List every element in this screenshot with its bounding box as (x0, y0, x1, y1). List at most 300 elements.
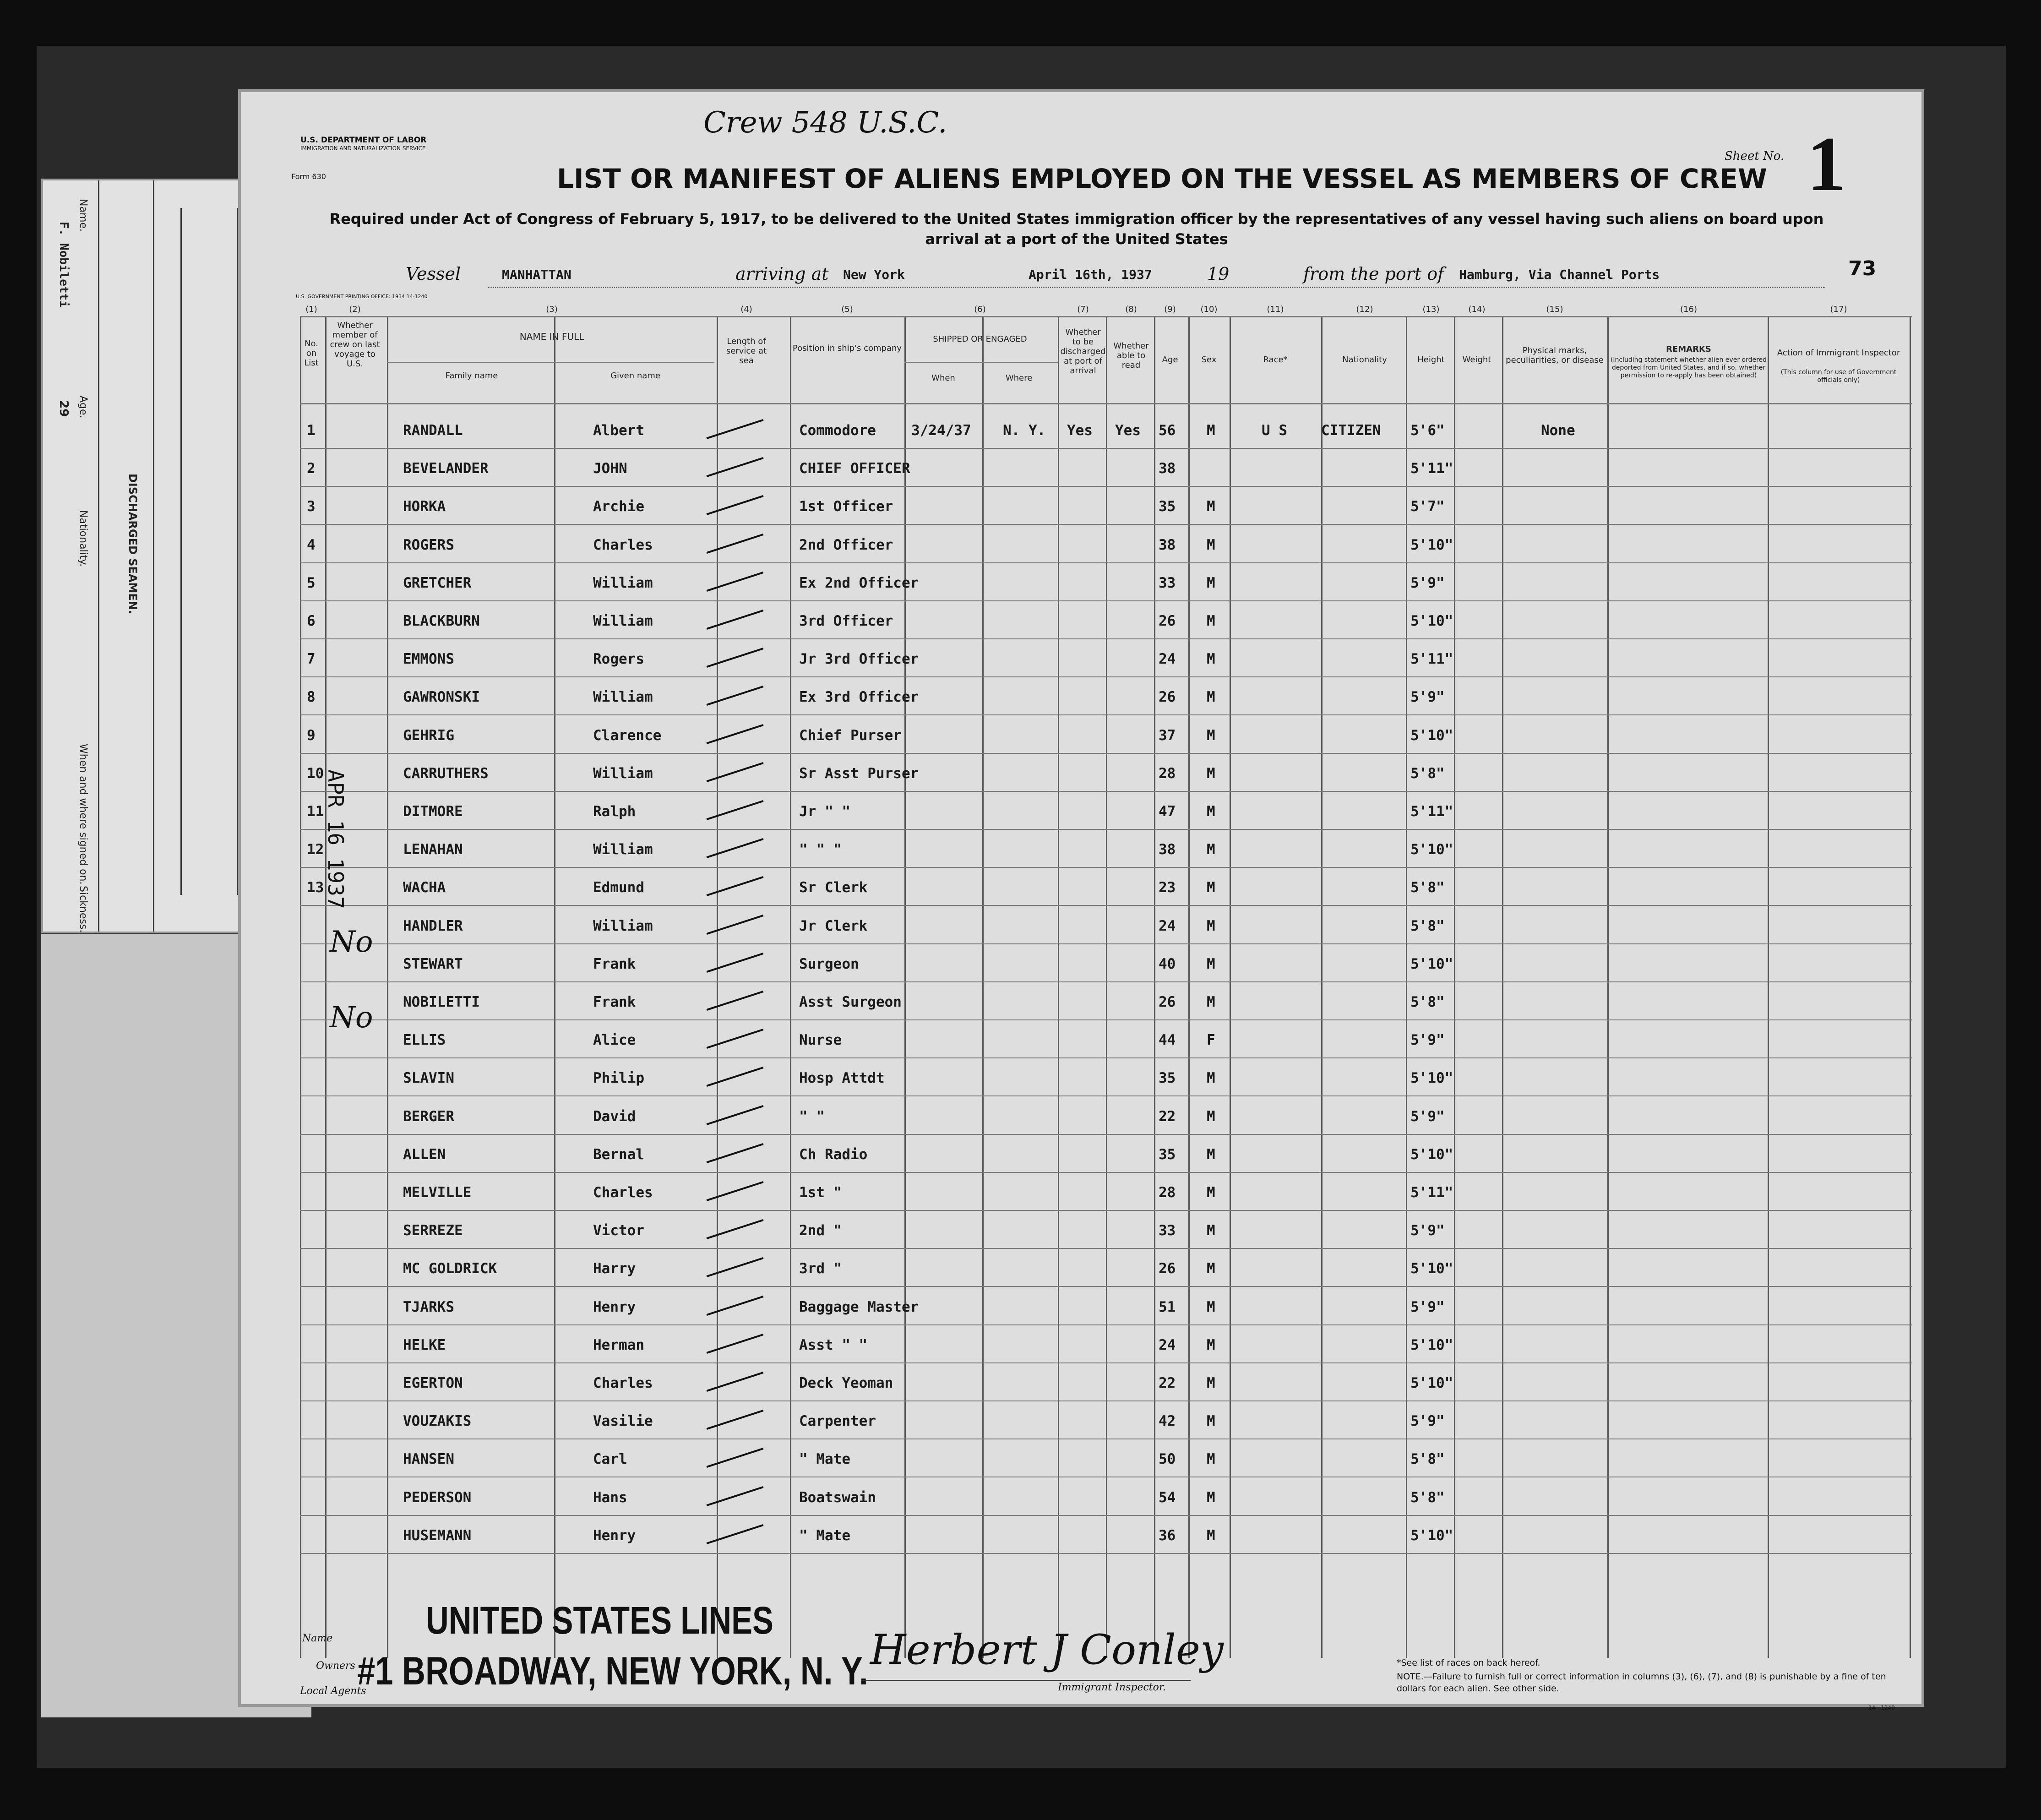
sex: M (1207, 689, 1215, 705)
age: 23 (1159, 879, 1176, 896)
name-label: Name (302, 1633, 333, 1644)
given-name: Henry (593, 1527, 636, 1544)
age: 35 (1159, 1070, 1176, 1086)
given-name: Bernal (593, 1146, 644, 1163)
position: Sr Clerk (799, 879, 868, 896)
col14-num: (14) (1468, 305, 1486, 314)
sex: M (1207, 651, 1215, 667)
col3-num: (3) (546, 305, 558, 314)
given-name: Ralph (593, 803, 636, 820)
nationality: CITIZEN (1321, 422, 1381, 439)
family-name: HUSEMANN (403, 1527, 472, 1544)
card-rule (98, 180, 99, 932)
col12-label: Nationality (1342, 355, 1387, 365)
arriving-port: New York (843, 267, 905, 282)
given-name: William (593, 841, 653, 858)
age: 38 (1159, 841, 1176, 858)
given-name: Victor (593, 1222, 644, 1239)
family-name: DITMORE (403, 803, 463, 820)
row-rule (300, 1553, 1912, 1554)
position: Sr Asst Purser (799, 765, 919, 782)
sex: M (1207, 1184, 1215, 1201)
col15-num: (15) (1546, 305, 1563, 314)
row-rule (300, 676, 1912, 677)
agents-label: Local Agents (300, 1685, 366, 1697)
year-label: 19 (1207, 264, 1230, 284)
height: 5'9" (1410, 1108, 1445, 1125)
given-name: David (593, 1108, 636, 1125)
age: 22 (1159, 1108, 1176, 1125)
manifest-subtitle: Required under Act of Congress of February 5, 1917, to be delivered to the United States immigration officer by the representatives of any vessel having such aliens on board upon arrival at a port of the United States (329, 210, 1824, 248)
from-port-label: from the port of (1303, 264, 1444, 284)
height: 5'9" (1410, 575, 1445, 591)
card-title: DISCHARGED SEAMEN. (126, 474, 139, 614)
position: Commodore (799, 422, 876, 439)
family-name: WACHA (403, 879, 446, 896)
age: 26 (1159, 1260, 1176, 1277)
height: 5'9" (1410, 689, 1445, 705)
family-name: GAWRONSKI (403, 689, 480, 705)
manifest-title: LIST OR MANIFEST OF ALIENS EMPLOYED ON THE VESSEL AS MEMBERS OF CREW (557, 163, 1767, 194)
col4-label: Length of service at sea (726, 337, 767, 365)
height: 5'10" (1410, 1375, 1453, 1391)
sex: M (1207, 727, 1215, 744)
row-number: 1 (307, 422, 316, 439)
height: 5'10" (1410, 1146, 1453, 1163)
age: 56 (1159, 422, 1176, 439)
age: 26 (1159, 613, 1176, 629)
position: Ex 3rd Officer (799, 689, 919, 705)
col13-num: (13) (1422, 305, 1440, 314)
sheet-label: Sheet No. (1725, 149, 1785, 163)
position: 2nd " (799, 1222, 842, 1239)
agent-stamp-line1: UNITED STATES LINES (426, 1599, 773, 1642)
sex: M (1207, 1222, 1215, 1239)
sex: M (1207, 1070, 1215, 1086)
column-rule (1058, 316, 1059, 1658)
col2-label: Whether member of crew on last voyage to U.S. (330, 321, 380, 369)
age: 33 (1159, 575, 1176, 591)
row-rule (300, 1095, 1912, 1096)
position: 3rd " (799, 1260, 842, 1277)
col5-num: (5) (841, 305, 853, 314)
shipped-where: N. Y. (1003, 422, 1046, 439)
col8-label: Whether able to read (1113, 341, 1149, 370)
row-rule (300, 524, 1912, 525)
date-stamp: APR 16 1937 (323, 769, 348, 909)
family-name: EGERTON (403, 1375, 463, 1391)
col1-label: No. on List (304, 339, 319, 368)
column-rule (1768, 316, 1769, 1658)
given-name: Frank (593, 956, 636, 972)
given-name: Hans (593, 1489, 627, 1506)
column-rule (1230, 316, 1231, 1658)
row-rule (300, 1134, 1912, 1135)
given-name: Edmund (593, 879, 644, 896)
sex: M (1207, 879, 1215, 896)
physical-marks: None (1541, 422, 1575, 439)
header-rule (300, 316, 1912, 317)
vessel-name: MANHATTAN (502, 267, 571, 282)
column-rule (1321, 316, 1323, 1658)
family-name: GEHRIG (403, 727, 454, 744)
height: 5'6" (1410, 422, 1445, 439)
given-name: Charles (593, 1184, 653, 1201)
family-name: SLAVIN (403, 1070, 454, 1086)
given-name: William (593, 918, 653, 934)
age: 51 (1159, 1299, 1176, 1315)
position: 2nd Officer (799, 537, 893, 553)
col6-when: When (931, 373, 955, 383)
col3-label: NAME IN FULL (519, 331, 584, 342)
family-name: PEDERSON (403, 1489, 472, 1506)
race: U S (1262, 422, 1287, 439)
sex: M (1207, 1375, 1215, 1391)
family-name: MC GOLDRICK (403, 1260, 497, 1277)
position: Hosp Attdt (799, 1070, 885, 1086)
card-name-value: F. Nobiletti (57, 222, 71, 308)
column-rule (1406, 316, 1407, 1658)
row-number: 11 (307, 803, 324, 820)
col16-label: REMARKS (1666, 344, 1711, 354)
row-rule (300, 486, 1912, 487)
given-name: Harry (593, 1260, 636, 1277)
age: 54 (1159, 1489, 1176, 1506)
height: 5'8" (1410, 765, 1445, 782)
given-name: Frank (593, 994, 636, 1010)
able-to-read: Yes (1115, 422, 1141, 439)
height: 5'11" (1410, 460, 1453, 477)
card-sickness-label: Sickness. (77, 886, 89, 933)
col14-label: Weight (1462, 355, 1491, 365)
family-name: RANDALL (403, 422, 463, 439)
column-rule (325, 316, 327, 1658)
position: Carpenter (799, 1413, 876, 1429)
col17-num: (17) (1830, 305, 1847, 314)
given-name: Charles (593, 1375, 653, 1391)
col10-label: Sex (1201, 355, 1217, 365)
col16-num: (16) (1680, 305, 1697, 314)
row-rule (300, 867, 1912, 868)
height: 5'10" (1410, 956, 1453, 972)
column-rule (790, 316, 791, 1658)
height: 5'10" (1410, 613, 1453, 629)
height: 5'11" (1410, 803, 1453, 820)
sex: M (1207, 575, 1215, 591)
family-name: LENAHAN (403, 841, 463, 858)
height: 5'10" (1410, 1260, 1453, 1277)
sex: M (1207, 765, 1215, 782)
col3-family: Family name (445, 371, 498, 381)
position: Baggage Master (799, 1299, 919, 1315)
position: Jr Clerk (799, 918, 868, 934)
row-rule (300, 1515, 1912, 1516)
height: 5'7" (1410, 498, 1445, 515)
height: 5'10" (1410, 841, 1453, 858)
page-number: 73 (1848, 257, 1877, 280)
age: 35 (1159, 1146, 1176, 1163)
given-name: Archie (593, 498, 644, 515)
row-number: 12 (307, 841, 324, 858)
age: 35 (1159, 498, 1176, 515)
sex: M (1207, 841, 1215, 858)
given-name: Carl (593, 1451, 627, 1467)
col7-label: Whether to be discharged at port of arrival (1060, 327, 1106, 376)
given-name: Herman (593, 1337, 644, 1353)
family-name: GRETCHER (403, 575, 472, 591)
card-rule (153, 180, 154, 932)
height: 5'11" (1410, 651, 1453, 667)
given-name: Rogers (593, 651, 644, 667)
family-name: ELLIS (403, 1032, 446, 1048)
age: 28 (1159, 765, 1176, 782)
column-rule (1502, 316, 1503, 1658)
age: 50 (1159, 1451, 1176, 1467)
footnote-penalty: NOTE.—Failure to furnish full or correct information in columns (3), (6), (7), and (8) is punishable by a fine of ten dollars for each alien. See other side. (1397, 1672, 1886, 1694)
row-number: 13 (307, 879, 324, 896)
height: 5'9" (1410, 1032, 1445, 1048)
position: Nurse (799, 1032, 842, 1048)
given-name: William (593, 689, 653, 705)
height: 5'10" (1410, 1527, 1453, 1544)
position: Ch Radio (799, 1146, 868, 1163)
row-number: 2 (307, 460, 316, 477)
sex: M (1207, 803, 1215, 820)
row-number: 7 (307, 651, 316, 667)
age: 33 (1159, 1222, 1176, 1239)
position: Chief Purser (799, 727, 902, 744)
family-name: HORKA (403, 498, 446, 515)
row-rule (300, 1286, 1912, 1287)
sex: M (1207, 1451, 1215, 1467)
age: 40 (1159, 956, 1176, 972)
family-name: NOBILETTI (403, 994, 480, 1010)
position: CHIEF OFFICER (799, 460, 910, 477)
col8-num: (8) (1125, 305, 1137, 314)
row-number: 8 (307, 689, 316, 705)
inspector-label: Immigrant Inspector. (1058, 1682, 1166, 1693)
height: 5'8" (1410, 879, 1445, 896)
row-rule (300, 1057, 1912, 1058)
col9-label: Age (1162, 355, 1178, 365)
row-rule (300, 1248, 1912, 1249)
card-name-label: Name. (77, 199, 89, 232)
sex: M (1207, 1260, 1215, 1277)
col5-label: Position in ship's company (792, 343, 902, 353)
family-name: ALLEN (403, 1146, 446, 1163)
given-name: William (593, 575, 653, 591)
position: " Mate (799, 1451, 850, 1467)
col17-label: Action of Immigrant Inspector (1777, 348, 1900, 358)
height: 5'8" (1410, 994, 1445, 1010)
height: 5'10" (1410, 1070, 1453, 1086)
agent-stamp-line2: #1 BROADWAY, NEW YORK, N. Y. (357, 1649, 868, 1693)
crew-note: Crew 548 U.S.C. (703, 106, 947, 140)
family-name: TJARKS (403, 1299, 454, 1315)
row-rule (300, 600, 1912, 601)
family-name: STEWART (403, 956, 463, 972)
column-rule (1607, 316, 1609, 1658)
family-name: HELKE (403, 1337, 446, 1353)
given-name: Charles (593, 537, 653, 553)
sex: M (1207, 1299, 1215, 1315)
position: Deck Yeoman (799, 1375, 893, 1391)
margin-note-no: No (330, 925, 373, 959)
vessel-label: Vessel (406, 264, 461, 284)
given-name: William (593, 613, 653, 629)
position: " Mate (799, 1527, 850, 1544)
card-age-label: Age. (77, 396, 89, 419)
col3-given: Given name (610, 371, 660, 381)
column-rule (1188, 316, 1190, 1658)
departure-port: Hamburg, Via Channel Ports (1459, 267, 1660, 282)
col6-label: SHIPPED OR ENGAGED (933, 334, 1027, 344)
given-name: Vasilie (593, 1413, 653, 1429)
family-name: BEVELANDER (403, 460, 489, 477)
column-rule (300, 316, 301, 1658)
age: 24 (1159, 1337, 1176, 1353)
height: 5'9" (1410, 1299, 1445, 1315)
printing-note: U.S. GOVERNMENT PRINTING OFFICE: 1934 14-1240 (296, 294, 428, 300)
age: 24 (1159, 918, 1176, 934)
sex: M (1207, 498, 1215, 515)
inspector-signature: Herbert J Conley (870, 1626, 1224, 1674)
sex: M (1207, 1413, 1215, 1429)
age: 37 (1159, 727, 1176, 744)
col11-num: (11) (1267, 305, 1284, 314)
row-rule (300, 638, 1912, 639)
family-name: ROGERS (403, 537, 454, 553)
column-rule (982, 316, 984, 1658)
row-rule (300, 1400, 1912, 1401)
column-rule (717, 316, 718, 1658)
position: Asst Surgeon (799, 994, 902, 1010)
row-rule (300, 1324, 1912, 1325)
column-rule (1454, 316, 1455, 1658)
card-age-value: 29 (57, 400, 71, 417)
col7-num: (7) (1077, 305, 1089, 314)
card-grid (180, 208, 238, 895)
position: Ex 2nd Officer (799, 575, 919, 591)
height: 5'8" (1410, 1489, 1445, 1506)
given-name: William (593, 765, 653, 782)
age: 26 (1159, 994, 1176, 1010)
position: Jr " " (799, 803, 850, 820)
position: 1st " (799, 1184, 842, 1201)
col12-num: (12) (1356, 305, 1373, 314)
given-name: Alice (593, 1032, 636, 1048)
given-name: Henry (593, 1299, 636, 1315)
row-number: 9 (307, 727, 316, 744)
col10-num: (10) (1200, 305, 1218, 314)
height: 5'9" (1410, 1222, 1445, 1239)
service-label: IMMIGRATION AND NATURALIZATION SERVICE (300, 145, 426, 152)
row-rule (300, 829, 1912, 830)
column-rule (387, 316, 388, 1658)
position: Boatswain (799, 1489, 876, 1506)
row-rule (300, 753, 1912, 754)
margin-note-no: No (330, 1001, 373, 1035)
age: 36 (1159, 1527, 1176, 1544)
signature-line (861, 1680, 1191, 1681)
age: 38 (1159, 460, 1176, 477)
row-rule (300, 981, 1912, 982)
position: " " (799, 1108, 825, 1125)
row-rule (300, 1172, 1912, 1173)
column-rule (1154, 316, 1155, 1658)
card-nationality-label: Nationality. (77, 510, 89, 567)
col16-note: (Including statement whether alien ever ordered deported from United States, and if so, whether permission to re-apply has been obtained) (1610, 356, 1767, 379)
given-name: Clarence (593, 727, 662, 744)
family-name: EMMONS (403, 651, 454, 667)
age: 28 (1159, 1184, 1176, 1201)
sex: M (1207, 613, 1215, 629)
row-number: 5 (307, 575, 316, 591)
col2-num: (2) (349, 305, 361, 314)
column-rule (1910, 316, 1911, 1658)
sex: M (1207, 1489, 1215, 1506)
age: 24 (1159, 651, 1176, 667)
footnote-races: *See list of races on back hereof. (1397, 1658, 1540, 1668)
column-rule (904, 316, 906, 1658)
family-name: MELVILLE (403, 1184, 472, 1201)
height: 5'9" (1410, 1413, 1445, 1429)
row-number: 3 (307, 498, 316, 515)
height: 5'8" (1410, 918, 1445, 934)
family-name: BLACKBURN (403, 613, 480, 629)
sheet-number: 1 (1807, 121, 1846, 207)
col6-num: (6) (974, 305, 986, 314)
sex: M (1207, 1527, 1215, 1544)
form-code: 14—1240 (1868, 1705, 1895, 1711)
row-rule (300, 714, 1912, 715)
col13-label: Height (1417, 355, 1445, 365)
row-rule (300, 1019, 1912, 1020)
row-number: 6 (307, 613, 316, 629)
family-name: HANSEN (403, 1451, 454, 1467)
sex: M (1207, 537, 1215, 553)
family-name: SERREZE (403, 1222, 463, 1239)
column-rule (1106, 316, 1107, 1658)
sex: M (1207, 1337, 1215, 1353)
sex: M (1207, 994, 1215, 1010)
position: Surgeon (799, 956, 859, 972)
sex: M (1207, 918, 1215, 934)
row-number: 4 (307, 537, 316, 553)
form-label: Form 630 (291, 172, 326, 181)
sex: M (1207, 956, 1215, 972)
header-rule (387, 362, 714, 363)
given-name: Philip (593, 1070, 644, 1086)
col9-num: (9) (1164, 305, 1176, 314)
position: 3rd Officer (799, 613, 893, 629)
height: 5'8" (1410, 1451, 1445, 1467)
department-label: U.S. DEPARTMENT OF LABOR (300, 136, 427, 145)
sex: M (1207, 422, 1215, 439)
row-rule (300, 905, 1912, 906)
owners-label: Owners (316, 1660, 355, 1672)
age: 44 (1159, 1032, 1176, 1048)
family-name: BERGER (403, 1108, 454, 1125)
col6-where: Where (1005, 373, 1033, 383)
row-rule (300, 562, 1912, 563)
sex: M (1207, 1108, 1215, 1125)
position: 1st Officer (799, 498, 893, 515)
shipped-when: 3/24/37 (911, 422, 971, 439)
arrival-date: April 16th, 1937 (1029, 267, 1152, 282)
header-rule (904, 362, 1058, 363)
given-name: JOHN (593, 460, 627, 477)
